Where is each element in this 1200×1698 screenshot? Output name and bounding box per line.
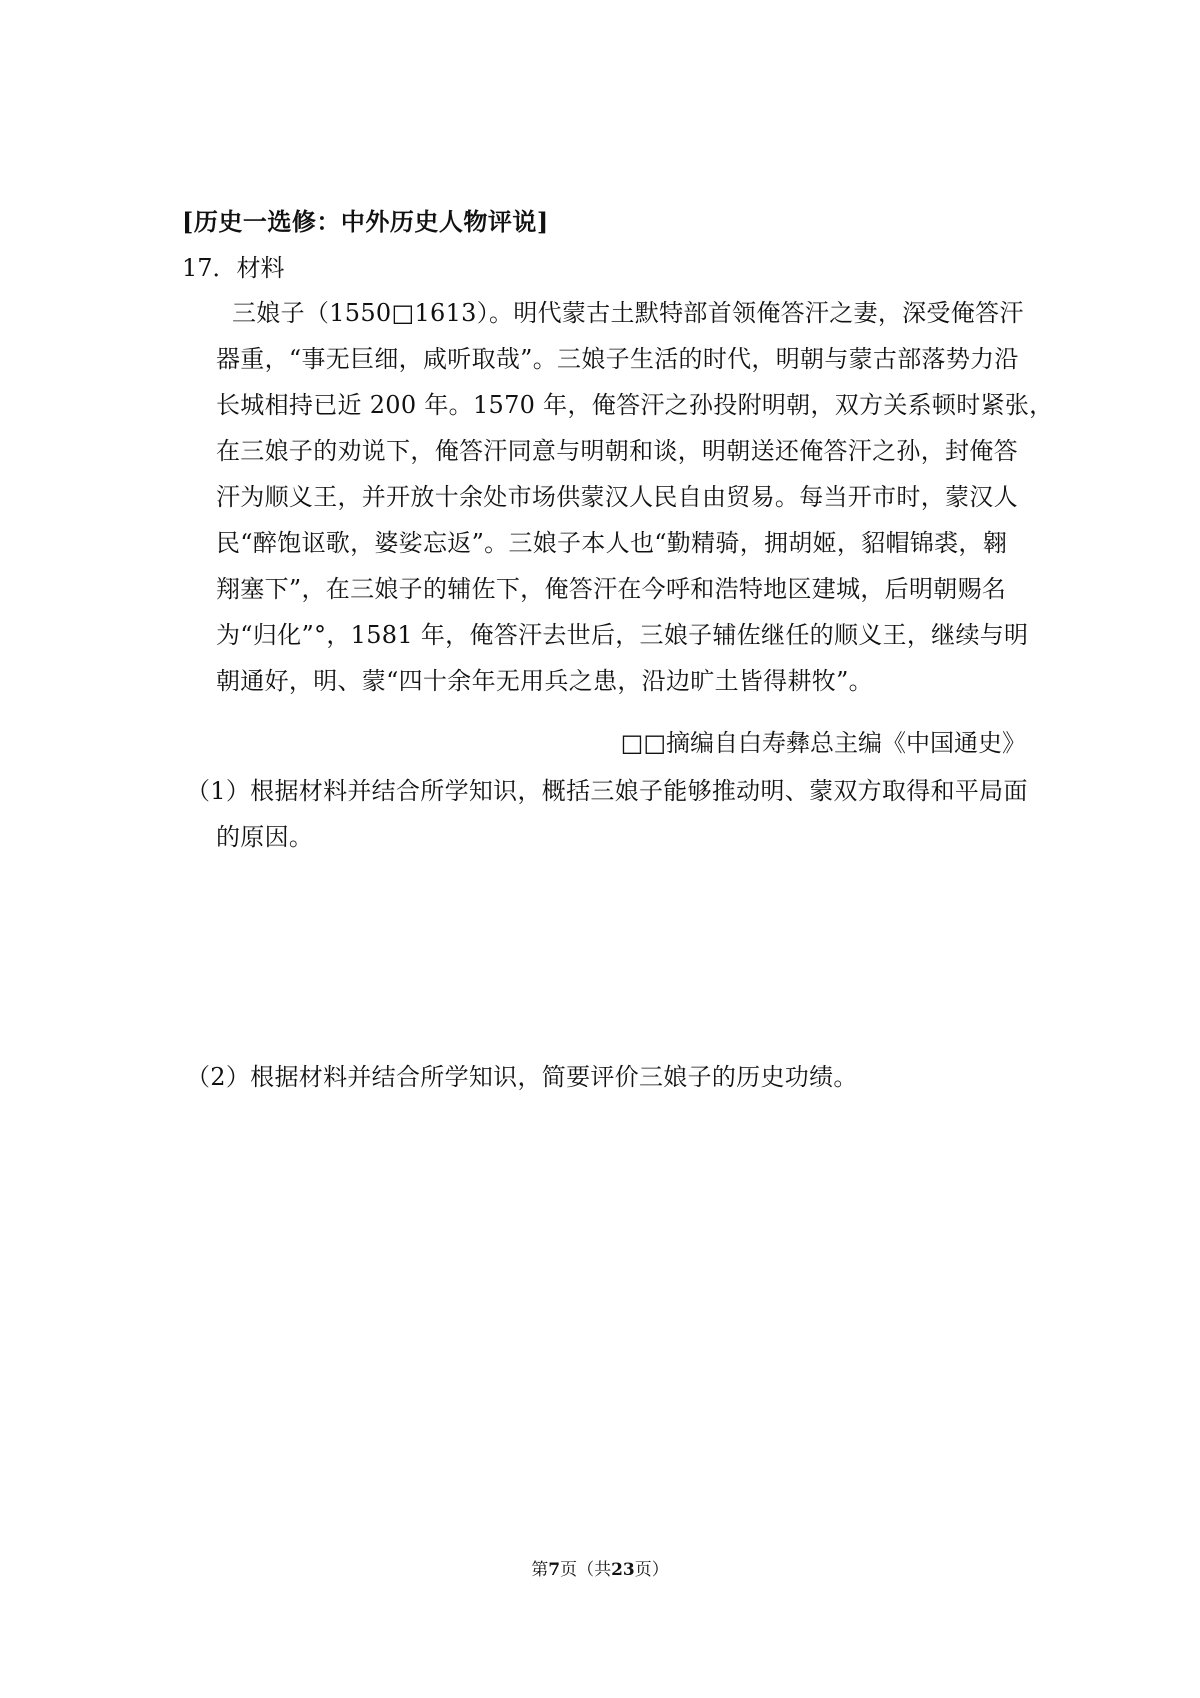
question-heading: 17．材料 [182,254,285,282]
sub-question-2 [186,1054,1026,1100]
footer-page-number: 7 [548,1560,561,1580]
sub-question-text: 的原因。 [216,823,314,851]
sub-question-text: （2）根据材料并结合所学知识，简要评价三娘子的历史功绩。 [186,1063,858,1091]
material-source: □□摘编自白寿彝总主编《中国通史》 [620,729,1026,757]
footer-middle: 页（共 [560,1560,612,1580]
material-line: 三娘子（1550□1613）。明代蒙古土默特部首领俺答汗之妻，深受俺答汗 [232,299,1024,327]
sub-question-1 [186,768,1026,860]
sub-question-text: （1）根据材料并结合所学知识，概括三娘子能够推动明、蒙双方取得和平局面 [186,777,1028,805]
section-title: [历史一选修：中外历史人物评说] [182,207,549,236]
material-line: 在三娘子的劝说下，俺答汗同意与明朝和谈，明朝送还俺答汗之孙，封俺答 [216,437,1018,465]
material-line: 汗为顺义王，并开放十余处市场供蒙汉人民自由贸易。每当开市时，蒙汉人 [216,483,1018,511]
material-line: 翔塞下”，在三娘子的辅佐下，俺答汗在今呼和浩特地区建城，后明朝赐名 [216,575,1007,603]
material-line: 长城相持已近 200 年。1570 年，俺答汗之孙投附明朝，双方关系顿时紧张， [216,391,1054,419]
material-line: 器重，“事无巨细，咸听取哉”。三娘子生活的时代，明朝与蒙古部落势力沿 [216,345,1019,373]
footer-total-pages: 23 [611,1560,635,1580]
footer-prefix: 第 [531,1560,549,1580]
page-footer [0,1555,1200,1580]
material-passage [216,290,1054,704]
material-line: 朝通好，明、蒙“四十余年无用兵之患，沿边旷土皆得耕牧”。 [216,667,873,695]
material-line: 民“醉饱讴歌，婆娑忘返”。三娘子本人也“勤精骑，拥胡姬，貂帽锦裘，翱 [216,529,1008,557]
footer-suffix: 页） [634,1560,669,1580]
material-line: 为“归化”°，1581 年，俺答汗去世后，三娘子辅佐继任的顺义王，继续与明 [216,621,1029,649]
